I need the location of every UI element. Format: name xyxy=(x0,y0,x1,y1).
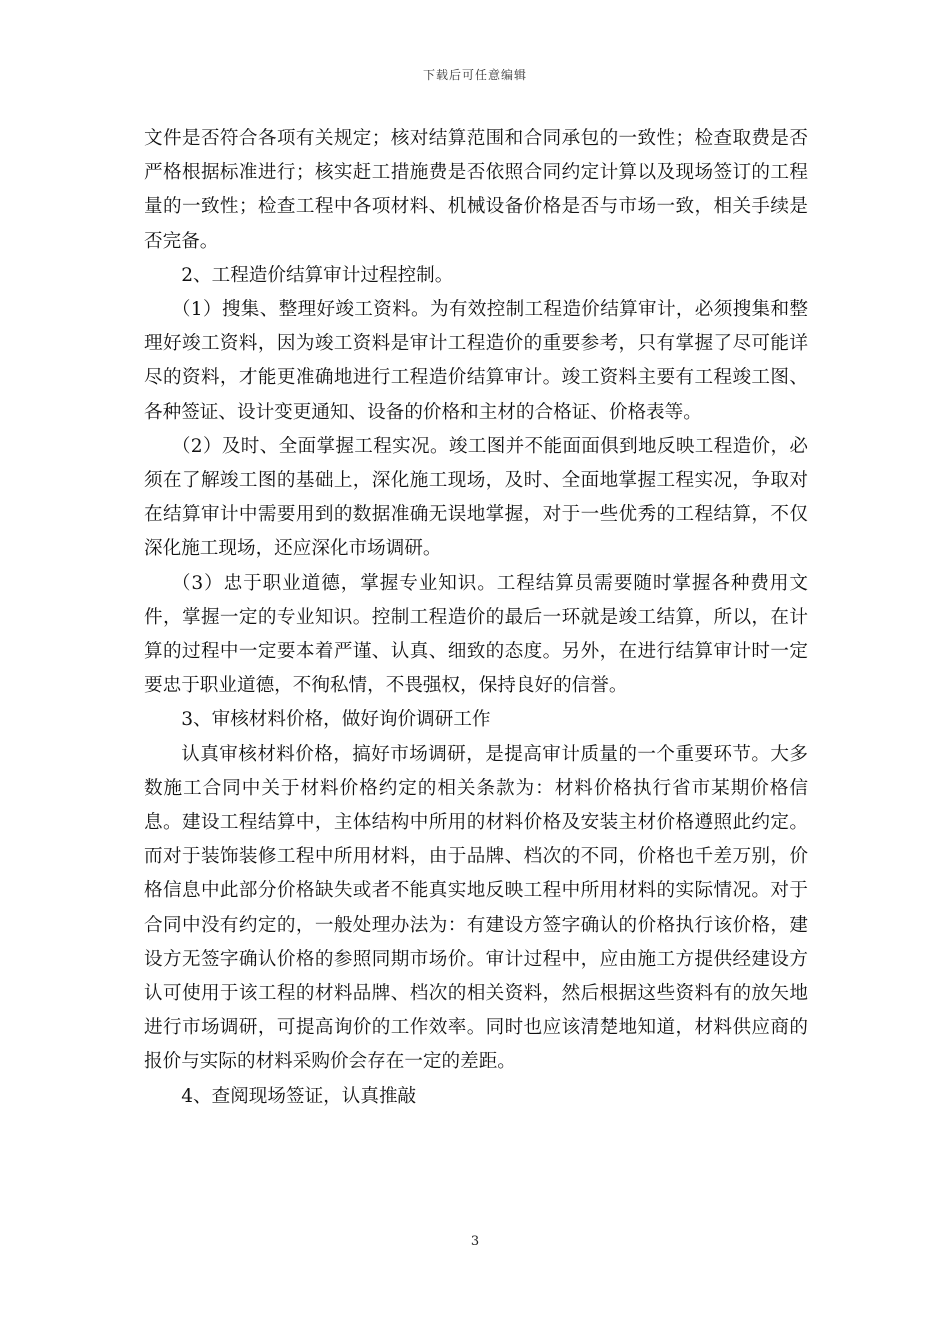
paragraph-item-1: （1）搜集、整理好竣工资料。为有效控制工程造价结算审计，必须搜集和整理好竣工资料，因为竣工资料是审计工程造价的重要参考，只有掌握了尽可能详尽的资料，才能更准确地进行工程造价结算审计。竣工资料主要有工程竣工图、各种签证、设计变更通知、设备的价格和主材的合格证、价格表等。 xyxy=(144,299,808,423)
paragraph-item-2: （2）及时、全面掌握工程实况。竣工图并不能面面俱到地反映工程造价，必须在了解竣工图的基础上，深化施工现场，及时、全面地掌握工程实况，争取对在结算审计中需要用到的数据准确无误地掌握，对于一些优秀的工程结算，不仅深化施工现场，还应深化市场调研。 xyxy=(144,435,808,560)
section-heading-4: 4、查阅现场签证，认真推敲 xyxy=(181,1085,417,1107)
page-number: 3 xyxy=(470,1234,480,1249)
document-body xyxy=(144,122,808,1114)
section-heading-2: 2、工程造价结算审计过程控制。 xyxy=(181,264,454,286)
paragraph-continuation: 文件是否符合各项有关规定；核对结算范围和合同承包的一致性；检查取费是否严格根据标准进行；核实赶工措施费是否依照合同约定计算以及现场签订的工程量的一致性；检查工程中各项材料、机械设备价格是否与市场一致，相关手续是否完备。 xyxy=(144,128,808,252)
paragraph-material-price: 认真审核材料价格，搞好市场调研，是提高审计质量的一个重要环节。大多数施工合同中关于材料价格约定的相关条款为：材料价格执行省市某期价格信息。建设工程结算中，主体结构中所用的材料价格及安装主材价格遵照此约定。而对于装饰装修工程中所用材料，由于品牌、档次的不同，价格也千差万别，价格信息中此部分价格缺失或者不能真实地反映工程中所用材料的实际情况。对于合同中没有约定的，一般处理办法为：有建设方签字确认的价格执行该价格，建设方无签字确认价格的参照同期市场价。审计过程中，应由施工方提供经建设方认可使用于该工程的材料品牌、档次的相关资料，然后根据这些资料有的放矢地进行市场调研，可提高询价的工作效率。同时也应该清楚地知道，材料供应商的报价与实际的材料采购价会存在一定的差距。 xyxy=(144,743,808,1073)
header-note: 下载后可任意编辑 xyxy=(422,68,527,82)
section-heading-3: 3、审核材料价格，做好询价调研工作 xyxy=(181,709,491,731)
paragraph-item-3: （3）忠于职业道德，掌握专业知识。工程结算员需要随时掌握各种费用文件，掌握一定的专业知识。控制工程造价的最后一环就是竣工结算，所以，在计算的过程中一定要本着严谨、认真、细致的态度。另外，在进行结算审计时一定要忠于职业道德，不徇私情，不畏强权，保持良好的信誉。 xyxy=(144,572,808,697)
